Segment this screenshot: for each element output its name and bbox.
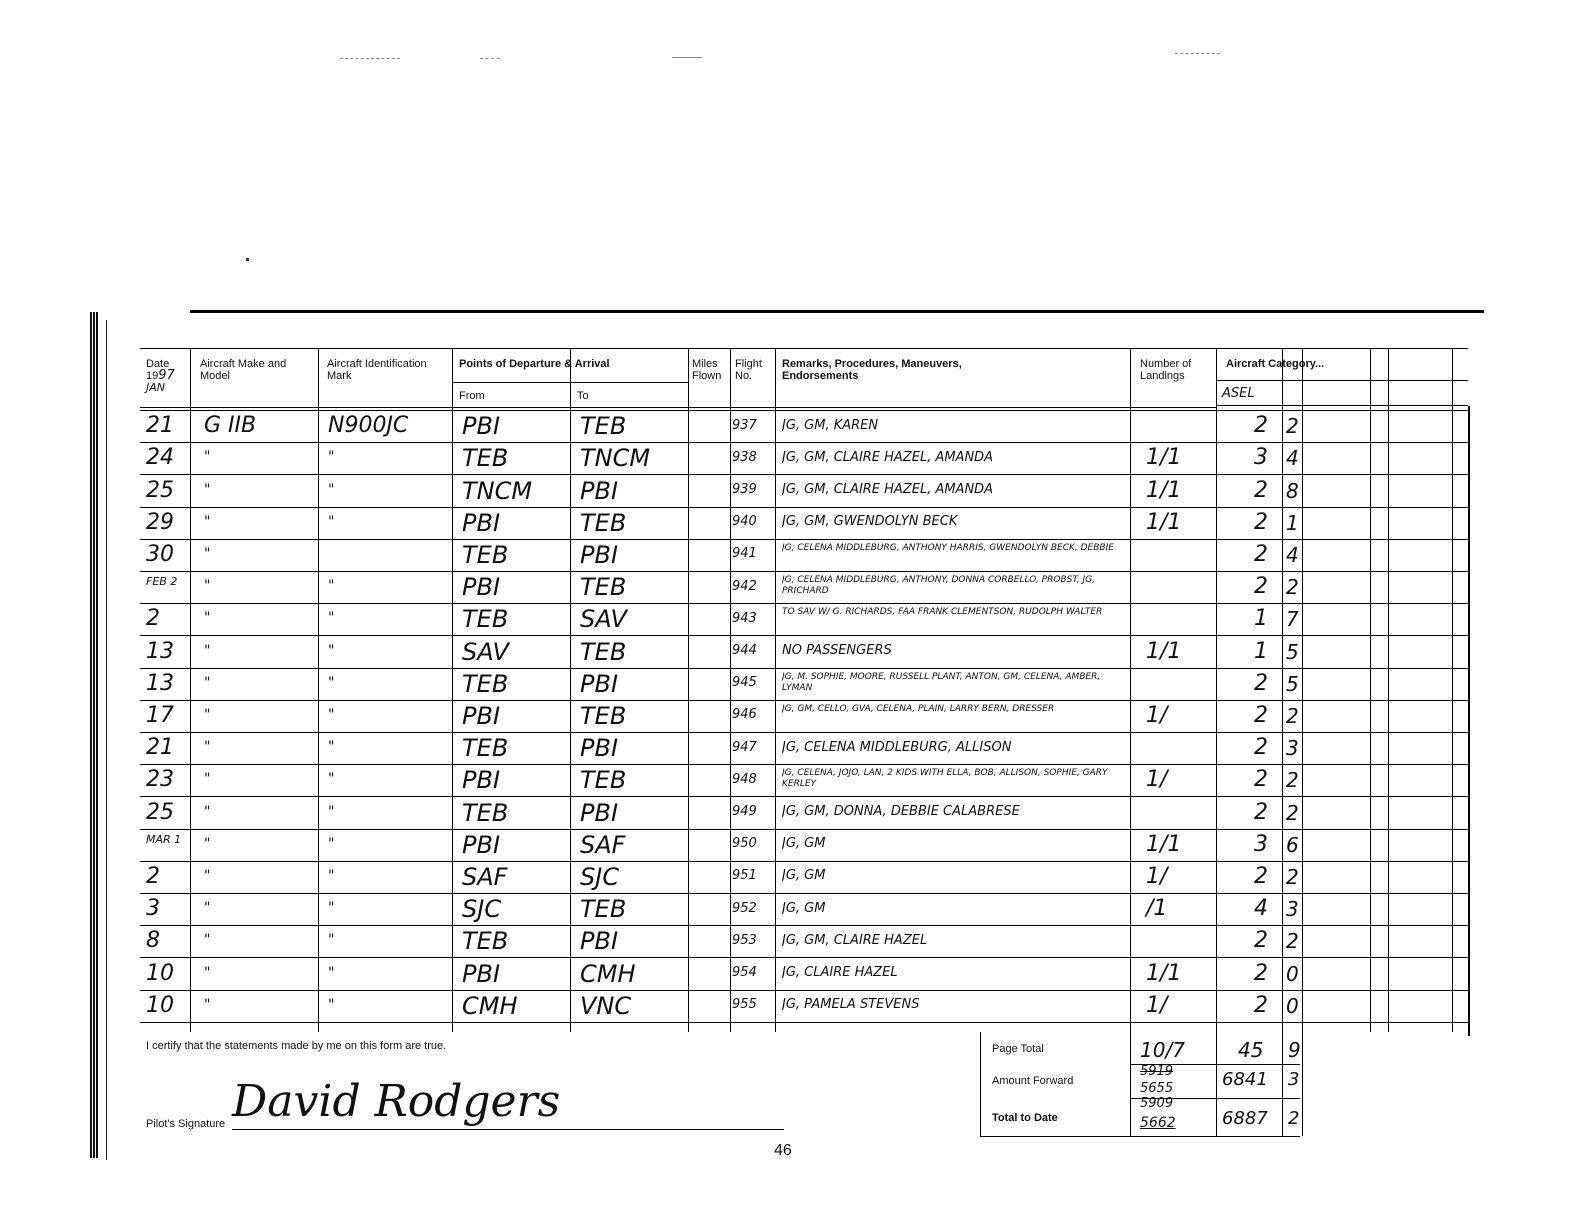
landings-cell: 1/ [1146, 864, 1168, 889]
ident-cell: " [328, 610, 335, 626]
column-line [1130, 348, 1131, 1032]
make-cell: " [204, 900, 211, 916]
make-cell: " [204, 965, 211, 981]
flight-cell: 952 [732, 901, 757, 916]
date-cell: 2 [146, 606, 160, 631]
row-line [140, 700, 1468, 701]
from-cell: TEB [462, 541, 509, 569]
amount-forward-hrs: 6841 [1222, 1069, 1268, 1090]
hours-cell: 2 [1254, 542, 1268, 567]
to-cell: CMH [580, 960, 636, 988]
ident-cell: " [328, 997, 335, 1013]
row-line [140, 1022, 1468, 1023]
column-line [1302, 348, 1303, 1032]
remarks-cell: JG, CELENA, JOJO, LAN, 2 KIDS WITH ELLA, BOB, ALLISON, SOPHIE, GARY KERLEY [782, 768, 1108, 789]
tenths-cell: 2 [1286, 929, 1299, 953]
make-cell: " [204, 482, 211, 498]
tenths-cell: 2 [1286, 865, 1299, 889]
remarks-cell: JG, GM, CELLO, GVA, CELENA, PLAIN, LARRY BERN, DRESSER [782, 704, 1055, 714]
row-line [140, 925, 1468, 926]
flight-cell: 943 [732, 611, 757, 626]
make-cell: " [204, 546, 211, 562]
remarks-cell: JG, GM, CLAIRE HAZEL, AMANDA [782, 482, 994, 497]
remarks-cell: JG, GM [782, 836, 826, 851]
hours-cell: 2 [1254, 478, 1268, 503]
tenths-cell: 4 [1286, 446, 1299, 470]
column-line [1216, 348, 1217, 1032]
remarks-cell: JG, PAMELA STEVENS [782, 997, 920, 1012]
remarks-cell: JG, CELENA MIDDLEBURG, ANTHONY, DONNA CORBELLO, PROBST, JG, PRICHARD [782, 575, 1095, 596]
row-line [140, 957, 1468, 958]
tenths-cell: 4 [1286, 543, 1299, 567]
ident-cell: " [328, 868, 335, 884]
page-total-label: Page Total [992, 1043, 1044, 1055]
from-cell: PBI [462, 831, 501, 859]
ident-cell: " [328, 900, 335, 916]
to-cell: TEB [580, 895, 627, 923]
date-cell: 3 [146, 896, 160, 921]
tenths-cell: 8 [1286, 479, 1299, 503]
row-line [140, 603, 1468, 604]
footer-line [980, 1136, 1130, 1137]
row-line [140, 990, 1468, 991]
landings-cell: 1/1 [1146, 832, 1182, 857]
hours-cell: 2 [1254, 735, 1268, 760]
row-line [140, 410, 1468, 411]
row-line [140, 796, 1468, 797]
remarks-header: Remarks, Procedures, Maneuvers, Endorsements [782, 358, 962, 382]
to-header: To [577, 390, 589, 402]
to-cell: TEB [580, 573, 627, 601]
hours-cell: 2 [1254, 767, 1268, 792]
date-cell: 13 [146, 671, 174, 696]
to-cell: TEB [580, 509, 627, 537]
to-cell: SJC [580, 863, 620, 891]
header-bottom-line [1216, 405, 1468, 406]
from-header: From [459, 390, 485, 402]
hours-cell: 2 [1254, 800, 1268, 825]
scan-artifact-top [672, 57, 702, 58]
tenths-cell: 7 [1286, 607, 1299, 631]
landings-cell: 1/1 [1146, 478, 1182, 503]
landings-cell: 1/1 [1146, 445, 1182, 470]
tenths-cell: 2 [1286, 768, 1299, 792]
flight-header: Flight No. [735, 358, 762, 382]
remarks-cell: JG, GM [782, 868, 826, 883]
tenths-cell: 2 [1286, 801, 1299, 825]
amount-forward-landings-bottom: 5655 [1140, 1081, 1174, 1096]
row-line [140, 507, 1468, 508]
remarks-cell: JG, M. SOPHIE, MOORE, RUSSELL PLANT, ANTON, GM, CELENA, AMBER, LYMAN [782, 672, 1101, 693]
date-cell: 24 [146, 445, 174, 470]
ident-cell: " [328, 836, 335, 852]
certify-text: I certify that the statements made by me on this form are true. [146, 1040, 447, 1052]
remarks-cell: JG, GM [782, 901, 826, 916]
scan-edge-left-thin [106, 320, 107, 1160]
landings-cell: 1/1 [1146, 961, 1182, 986]
ident-cell: " [328, 965, 335, 981]
amount-forward-landings-top: 5919 [1140, 1064, 1174, 1079]
total-landings-bottom: 5662 [1140, 1115, 1176, 1131]
to-cell: PBI [580, 927, 619, 955]
ident-cell: " [328, 771, 335, 787]
column-line [688, 348, 689, 1032]
tenths-cell: 6 [1286, 833, 1299, 857]
remarks-cell: JG, CELENA MIDDLEBURG, ALLISON [782, 740, 1012, 755]
make-cell: " [204, 449, 211, 465]
points-header: Points of Departure & Arrival [459, 358, 610, 370]
remarks-cell: JG, GM, CLAIRE HAZEL [782, 933, 928, 948]
tenths-cell: 3 [1286, 897, 1299, 921]
amount-forward-tenths: 3 [1288, 1069, 1300, 1090]
date-cell: 13 [146, 639, 174, 664]
scan-edge-left [90, 312, 99, 1158]
flight-cell: 945 [732, 675, 757, 690]
from-cell: TEB [462, 605, 509, 633]
remarks-cell: JG, GM, CLAIRE HAZEL, AMANDA [782, 450, 994, 465]
remarks-cell: JG, CLAIRE HAZEL [782, 965, 898, 980]
make-cell: " [204, 643, 211, 659]
make-cell: " [204, 610, 211, 626]
from-cell: PBI [462, 573, 501, 601]
footer-column-line [1130, 1032, 1131, 1136]
hours-cell: 2 [1254, 993, 1268, 1018]
table-top-border [140, 348, 1468, 349]
flight-cell: 937 [732, 418, 757, 433]
date-cell: 21 [146, 735, 174, 760]
scan-artifact-top [480, 58, 500, 59]
ident-cell: " [328, 482, 335, 498]
make-cell: " [204, 739, 211, 755]
flight-cell: 948 [732, 772, 757, 787]
from-cell: PBI [462, 766, 501, 794]
column-line [1370, 348, 1371, 1032]
miles-header: Miles Flown [692, 358, 722, 382]
tenths-cell: 3 [1286, 736, 1299, 760]
from-cell: TEB [462, 799, 509, 827]
footer-column-line [1216, 1032, 1217, 1136]
hours-cell: 1 [1254, 606, 1268, 631]
to-cell: TEB [580, 702, 627, 730]
footer-column-line [980, 1032, 981, 1136]
scan-artifact-top [1175, 53, 1220, 54]
pilot-signature: David Rodgers [232, 1076, 561, 1127]
flight-cell: 942 [732, 579, 757, 594]
tenths-cell: 5 [1286, 640, 1299, 664]
row-line [140, 571, 1468, 572]
hours-cell: 3 [1254, 832, 1268, 857]
date-cell: 10 [146, 993, 174, 1018]
row-line [140, 829, 1468, 830]
to-cell: PBI [580, 799, 619, 827]
flight-cell: 946 [732, 707, 757, 722]
hours-cell: 2 [1254, 961, 1268, 986]
date-cell: 8 [146, 928, 160, 953]
total-tenths: 2 [1288, 1108, 1300, 1129]
hours-cell: 2 [1254, 703, 1268, 728]
date-cell: 25 [146, 800, 174, 825]
make-cell: " [204, 707, 211, 723]
flight-cell: 949 [732, 804, 757, 819]
date-cell: 29 [146, 510, 174, 535]
to-cell: TEB [580, 412, 627, 440]
date-cell: 17 [146, 703, 174, 728]
remarks-cell: NO PASSENGERS [782, 643, 892, 658]
to-cell: PBI [580, 541, 619, 569]
row-line [140, 861, 1468, 862]
ident-cell: " [328, 449, 335, 465]
column-line [1282, 348, 1283, 1032]
to-cell: TEB [580, 638, 627, 666]
tenths-cell: 2 [1286, 575, 1299, 599]
row-line [140, 732, 1468, 733]
date-cell: 23 [146, 767, 174, 792]
ident-header: Aircraft Identification Mark [327, 358, 427, 382]
page-total-hrs: 45 [1238, 1038, 1264, 1062]
column-line [318, 348, 319, 1032]
hours-cell: 3 [1254, 445, 1268, 470]
remarks-cell: JG, GM, GWENDOLYN BECK [782, 514, 958, 529]
landings-cell: 1/1 [1146, 510, 1182, 535]
tenths-cell: 0 [1286, 962, 1299, 986]
flight-cell: 950 [732, 836, 757, 851]
from-cell: SAV [462, 638, 509, 666]
make-cell: " [204, 771, 211, 787]
hours-cell: 2 [1254, 574, 1268, 599]
remarks-cell: JG, CELENA MIDDLEBURG, ANTHONY HARRIS, GWENDOLYN BECK, DEBBIE [782, 543, 1114, 553]
from-cell: PBI [462, 509, 501, 537]
flight-cell: 944 [732, 643, 757, 658]
scan-dot [246, 258, 249, 261]
from-cell: TEB [462, 670, 509, 698]
flight-cell: 940 [732, 514, 757, 529]
from-cell: SJC [462, 895, 502, 923]
flight-cell: 941 [732, 546, 757, 561]
tenths-cell: 2 [1286, 704, 1299, 728]
remarks-cell: JG, GM, DONNA, DEBBIE CALABRESE [782, 804, 1020, 819]
row-line [140, 764, 1468, 765]
row-line [140, 893, 1468, 894]
ident-cell: " [328, 675, 335, 691]
make-cell: " [204, 997, 211, 1013]
total-hrs: 6887 [1222, 1108, 1268, 1129]
to-cell: PBI [580, 477, 619, 505]
amount-forward-label: Amount Forward [992, 1075, 1074, 1087]
hours-cell: 2 [1254, 928, 1268, 953]
landings-cell: 1/ [1146, 703, 1168, 728]
to-cell: SAF [580, 831, 626, 859]
column-line [570, 348, 571, 1032]
make-cell: " [204, 932, 211, 948]
make-cell: " [204, 675, 211, 691]
column-line [1452, 348, 1453, 1032]
row-line [140, 539, 1468, 540]
from-cell: TNCM [462, 477, 533, 505]
page-number: 46 [774, 1142, 792, 1159]
landings-header: Number of Landings [1140, 358, 1192, 382]
from-cell: TEB [462, 444, 509, 472]
row-line [140, 635, 1468, 636]
tenths-cell: 2 [1286, 414, 1299, 438]
row-line [140, 442, 1468, 443]
ident-cell: " [328, 578, 335, 594]
flight-cell: 955 [732, 997, 757, 1012]
footer-column-line [1302, 1032, 1303, 1136]
make-cell: " [204, 804, 211, 820]
right-edge-line [1468, 406, 1470, 1036]
row-line [140, 474, 1468, 475]
hours-cell: 4 [1254, 896, 1268, 921]
date-cell: 30 [146, 542, 174, 567]
flight-cell: 947 [732, 740, 757, 755]
from-cell: CMH [462, 992, 518, 1020]
date-cell: 25 [146, 478, 174, 503]
hours-cell: 2 [1254, 510, 1268, 535]
ident-cell: N900JC [328, 413, 409, 438]
to-cell: TNCM [580, 444, 651, 472]
total-label: Total to Date [992, 1112, 1058, 1124]
column-line [452, 348, 453, 1032]
flight-cell: 953 [732, 933, 757, 948]
to-cell: PBI [580, 734, 619, 762]
footer-line [1130, 1136, 1300, 1137]
from-cell: TEB [462, 927, 509, 955]
category-header: Aircraft Category... [1226, 358, 1325, 370]
date-cell: FEB 2 [146, 575, 178, 588]
to-cell: PBI [580, 670, 619, 698]
tenths-cell: 0 [1286, 994, 1299, 1018]
from-cell: SAF [462, 863, 508, 891]
scan-artifact-top [340, 58, 400, 59]
ident-cell: " [328, 739, 335, 755]
landings-cell: /1 [1146, 896, 1168, 921]
from-cell: PBI [462, 412, 501, 440]
column-line [1388, 348, 1389, 1032]
category-sub: ASEL [1222, 386, 1255, 401]
make-cell: " [204, 578, 211, 594]
landings-cell: 1/ [1146, 993, 1168, 1018]
total-landings-top: 5909 [1140, 1096, 1174, 1111]
to-cell: TEB [580, 766, 627, 794]
date-cell: MAR 1 [146, 833, 182, 846]
flight-cell: 938 [732, 450, 757, 465]
landings-cell: 1/ [1146, 767, 1168, 792]
ident-cell: " [328, 643, 335, 659]
ident-cell: " [328, 514, 335, 530]
landings-cell: 1/1 [1146, 639, 1182, 664]
make-cell: " [204, 836, 211, 852]
tenths-cell: 1 [1286, 511, 1299, 535]
hours-cell: 2 [1254, 864, 1268, 889]
column-line [775, 348, 776, 1032]
remarks-cell: JG, GM, KAREN [782, 418, 879, 433]
ident-cell: " [328, 707, 335, 723]
ident-cell: " [328, 804, 335, 820]
make-cell: " [204, 868, 211, 884]
page-total-tenths: 9 [1288, 1038, 1301, 1062]
make-cell: G IIB [204, 413, 257, 438]
remarks-cell: TO SAV W/ G. RICHARDS, FAA FRANK CLEMENTSON, RUDOLPH WALTER [782, 607, 1103, 617]
date-cell: 21 [146, 413, 174, 438]
column-line [190, 348, 191, 1032]
hours-cell: 2 [1254, 413, 1268, 438]
date-cell: 2 [146, 864, 160, 889]
to-cell: SAV [580, 605, 627, 633]
from-cell: PBI [462, 702, 501, 730]
from-cell: PBI [462, 960, 501, 988]
hours-cell: 2 [1254, 671, 1268, 696]
date-cell: 10 [146, 961, 174, 986]
top-rule [190, 310, 1484, 313]
make-header: Aircraft Make and Model [200, 358, 287, 382]
header-bottom-line [140, 407, 1216, 408]
column-line [730, 348, 731, 1032]
flight-cell: 939 [732, 482, 757, 497]
page-total-landings: 10/7 [1140, 1038, 1185, 1062]
tenths-cell: 5 [1286, 672, 1299, 696]
signature-line [232, 1129, 784, 1130]
make-cell: " [204, 514, 211, 530]
signature-label: Pilot's Signature [146, 1118, 226, 1130]
from-cell: TEB [462, 734, 509, 762]
category-subheader-line [1216, 380, 1468, 381]
flight-cell: 951 [732, 868, 757, 883]
date-header: Date 1997 JAN [146, 358, 175, 394]
hours-cell: 1 [1254, 639, 1268, 664]
ident-cell: " [328, 932, 335, 948]
footer-column-line [1282, 1032, 1283, 1136]
row-line [140, 668, 1468, 669]
flight-cell: 954 [732, 965, 757, 980]
to-cell: VNC [580, 992, 632, 1020]
